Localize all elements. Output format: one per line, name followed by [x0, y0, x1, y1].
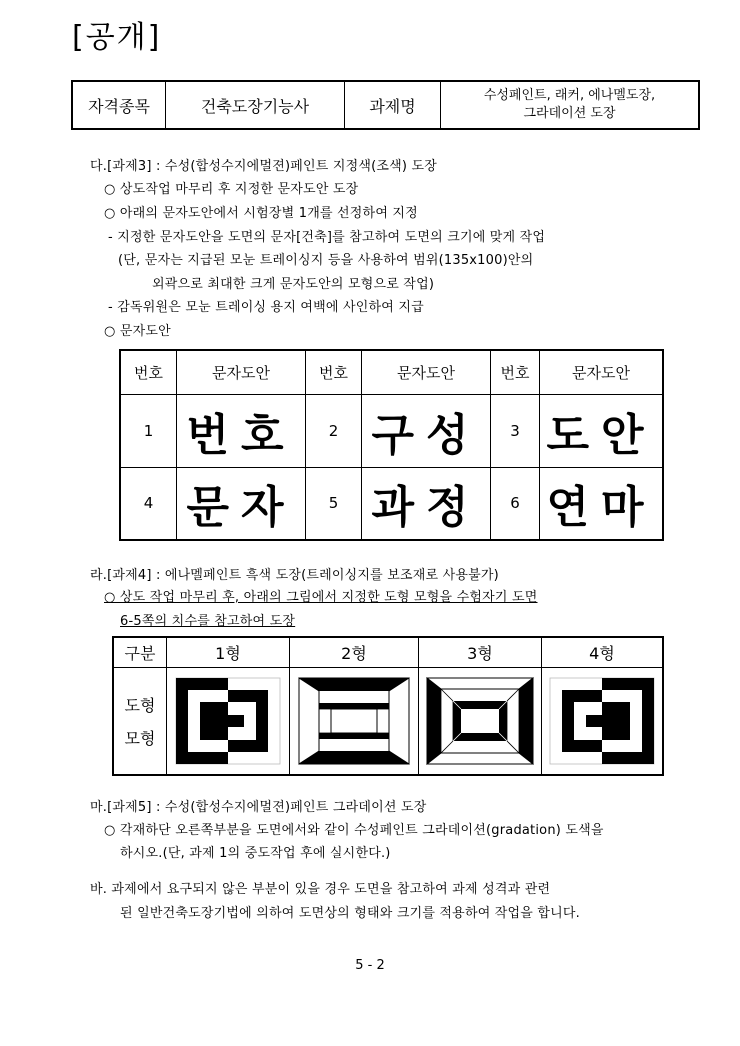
task5-bullet1-cont: 하시오.(단, 과제 1의 중도작업 후에 실시한다.): [120, 846, 391, 861]
design-sample: 과정: [362, 467, 491, 540]
header-category: 구분: [113, 637, 167, 667]
letter-design-table: [119, 349, 664, 541]
task3-heading: 다.[과제3] : 수성(합성수지에멀젼)페인트 지정색(조색) 도장: [90, 159, 438, 174]
task3-bullet2: ○ 아래의 문자도안에서 시험장별 1개를 선정하여 지정: [104, 206, 418, 221]
task4-bullet1-cont: 6-5쪽의 치수를 참고하여 도장: [120, 614, 296, 629]
pattern-cell-3: [419, 667, 542, 775]
design-sample: 도안: [540, 394, 664, 467]
task-name-line2: 그라데이션 도장: [523, 106, 616, 121]
design-number: 6: [491, 467, 540, 540]
header-design: 문자도안: [362, 350, 491, 394]
value-task-name: [441, 81, 700, 129]
pattern-4-figure: [549, 677, 655, 765]
label-task-name: 과제명: [345, 81, 441, 129]
task3-detail4: - 감독위원은 모눈 트레이싱 용지 여백에 사인하여 지급: [108, 300, 424, 315]
header-no: 번호: [306, 350, 362, 394]
header-design: 문자도안: [540, 350, 664, 394]
task5-bullet1: ○ 각재하단 오른쪽부분을 도면에서와 같이 수성페인트 그라데이션(gradation) 도색을: [104, 823, 604, 838]
header-design: 문자도안: [177, 350, 306, 394]
header-type2: 2형: [290, 637, 419, 667]
pattern-3-figure: [426, 677, 534, 765]
note-line2: 된 일반건축도장기법에 의하여 도면상의 형태와 크기를 적용하여 작업을 합니다.: [120, 906, 581, 921]
row-label-line1: 도형: [124, 695, 156, 715]
header-type4: 4형: [542, 637, 664, 667]
pattern-cell-4: [542, 667, 664, 775]
row-label-line2: 모형: [124, 728, 156, 748]
table-row: [120, 394, 663, 467]
task4-heading: 라.[과제4] : 에나멜페인트 흑색 도장(트레이싱지를 보조재로 사용불가): [90, 568, 499, 583]
task4-bullet1: ○ 상도 작업 마무리 후, 아래의 그림에서 지정한 도형 모형을 수험자기 도면: [104, 590, 538, 605]
header-no: 번호: [120, 350, 177, 394]
pattern-table: [112, 636, 664, 776]
design-number: 1: [120, 394, 177, 467]
task3-bullet3: ○ 문자도안: [104, 324, 171, 339]
design-sample: 연마: [540, 467, 664, 540]
label-qualification: 자격종목: [72, 81, 166, 129]
table-row: [120, 467, 663, 540]
task3-detail1: - 지정한 문자도안을 도면의 문자[건축]를 참고하여 도면의 크기에 맞게 작업: [108, 230, 546, 245]
pattern-cell-2: [290, 667, 419, 775]
design-sample: 구성: [362, 394, 491, 467]
page-number: 5 - 2: [355, 958, 385, 973]
task3-detail3: 외곽으로 최대한 크게 문자도안의 모형으로 작업): [152, 277, 435, 292]
row-label: [113, 667, 167, 775]
design-number: 2: [306, 394, 362, 467]
task3-detail2: (단, 문자는 지급된 모눈 트레이싱지 등을 사용하여 범위(135x100)안의: [118, 253, 534, 268]
task-name-line1: 수성페인트, 래커, 에나멜도장,: [483, 88, 656, 103]
design-number: 5: [306, 467, 362, 540]
design-sample: 번호: [177, 394, 306, 467]
design-sample: 문자: [177, 467, 306, 540]
task5-heading: 마.[과제5] : 수성(합성수지에멀젼)페인트 그라데이션 도장: [90, 800, 427, 815]
design-number: 4: [120, 467, 177, 540]
value-qualification: 건축도장기능사: [166, 81, 345, 129]
header-type3: 3형: [419, 637, 542, 667]
pattern-1-figure: [175, 677, 281, 765]
header-no: 번호: [491, 350, 540, 394]
pattern-cell-1: [167, 667, 290, 775]
pattern-2-figure: [298, 677, 410, 765]
disclosure-badge: [공개]: [72, 20, 162, 55]
design-number: 3: [491, 394, 540, 467]
task3-bullet1: ○ 상도작업 마무리 후 지정한 문자도안 도장: [104, 182, 359, 197]
note-line1: 바. 과제에서 요구되지 않은 부분이 있을 경우 도면을 참고하여 과제 성격과 관련: [90, 882, 551, 897]
header-type1: 1형: [167, 637, 290, 667]
info-table: [71, 80, 700, 130]
